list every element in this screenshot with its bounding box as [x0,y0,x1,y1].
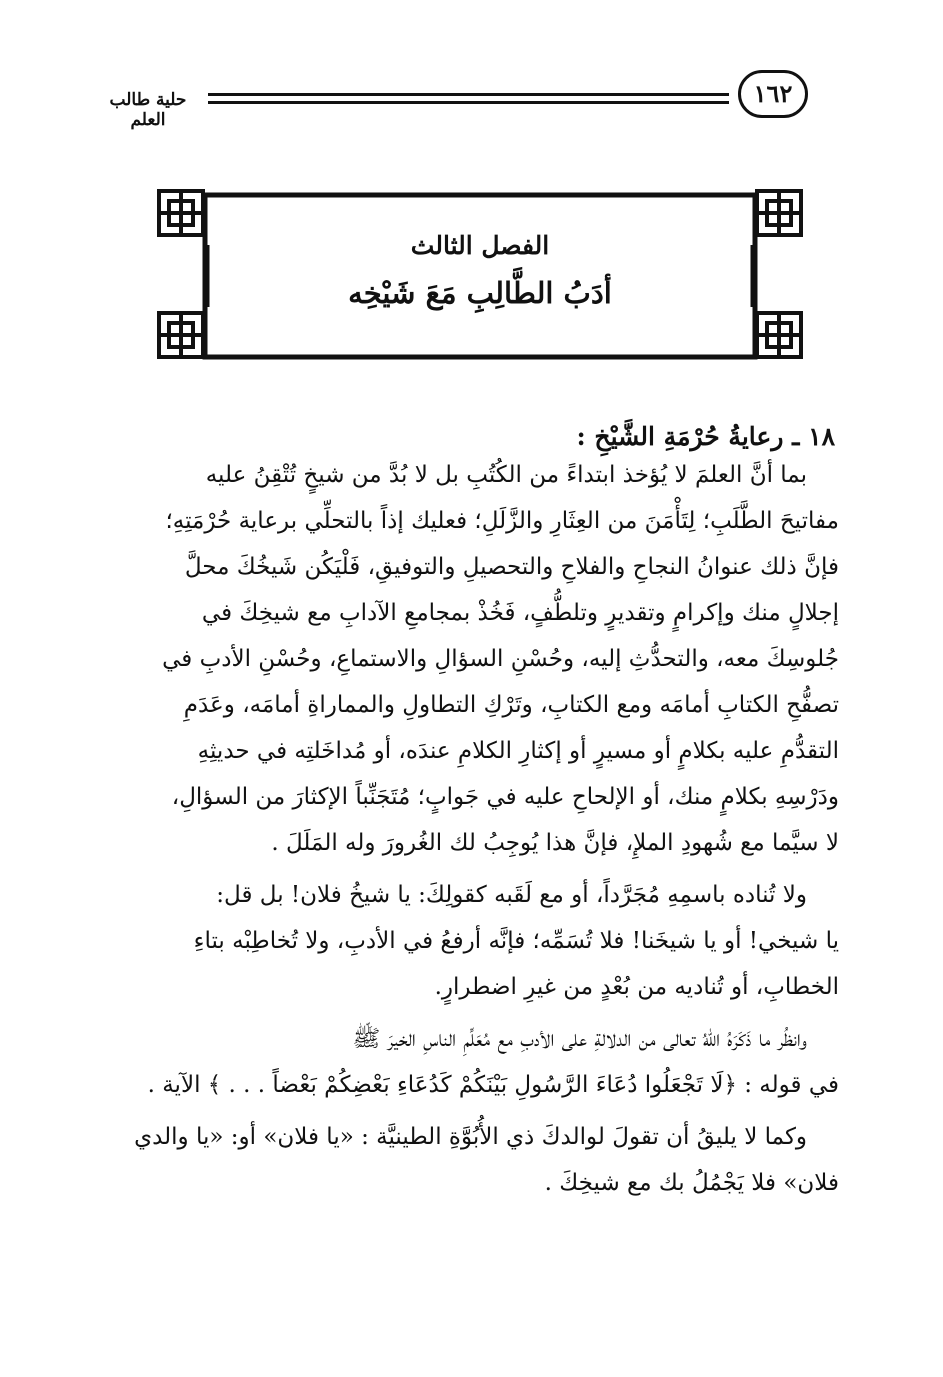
text-line: الخطابِ، أو تُناديه من بُعْدٍ من غيرِ اضطرارٍ. [434,974,839,1000]
text-line: التقدُّمِ عليه بكلامٍ أو مسيرٍ أو إكثارِ الكلامِ عندَه، أو مُداخَلتِه في حديثِهِ [197,738,839,764]
text-line: وانظُر ما ذَكَرَهُ اللهُ تعالى من الدلالةِ على الأدبِ مع مُعَلِّمِ الناسِ الخيرَ ﷺ [352,1026,807,1052]
text-line: وكما لا يليقُ أن تقولَ لوالدكَ ذي الأُبُوَّةِ الطينيَّة : «يا فلان» أو: «يا والدي [134,1124,807,1150]
section-heading: ١٨ ـ رعايةُ حُرْمَةِ الشَّيْخِ : [576,422,835,451]
text-line: ولا تُناده باسمِهِ مُجَرَّداً، أو مع لَقَبه كقولِكَ: يا شيخُ فلان! بل قل: [216,882,807,908]
text-line: إجلالٍ منك وإكرامٍ وتقديرٍ وتلطُّفٍ، فَخُذْ بمجامعِ الآدابِ مع شيخِكَ في [201,600,839,626]
quran-quote-line: في قوله : ﴿لَا تَجْعَلُوا دُعَاءَ الرَّسُولِ بَيْنَكُمْ كَدُعَاءِ بَعْضِكُمْ بَعْضاً . . . ﴾ الآية . [147,1072,839,1098]
running-header-title: حلية طالب العلم [109,90,187,130]
header-rule-bottom [208,101,729,104]
text-line: بما أنَّ العلمَ لا يُؤخذ ابتداءً من الكُتُبِ بل لا بُدَّ من شيخٍ تُتْقِنُ عليه [205,462,807,488]
text-line: تصفُّحِ الكتابِ أمامَه ومع الكتابِ، وتَرْكِ التطاولِ والمماراةِ أمامَه، وعَدَمِ [183,692,839,718]
chapter-heading [200,226,760,320]
text-line: لا سيَّما مع شُهودِ الملإِ، فإنَّ هذا يُوجِبُ لك الغُرورَ وله المَلَلَ . [271,830,839,856]
header-rule-top [208,93,729,96]
text-line: ودَرْسِهِ بكلامٍ منك، أو الإلحاحِ عليه في جَوابٍ؛ مُتَجَنِّباً الإكثارَ من السؤالِ، [171,784,839,810]
chapter-title: أدَبُ الطَّالِبِ مَعَ شَيْخِه [348,276,612,310]
text-line: فلان» فلا يَجْمُلُ بك مع شيخِكَ . [544,1170,839,1196]
text-line: يا شيخي! أو يا شيخَنا! فلا تُسَمِّه؛ فإنَّه أرفعُ في الأدبِ، ولا تُخاطِبْه بتاءِ [193,928,839,954]
text-line: جُلوسِكَ معه، والتحدُّثِ إليه، وحُسْنِ السؤالِ والاستماعِ، وحُسْنِ الأدبِ في [162,646,839,672]
text-line: فإنَّ ذلك عنوانُ النجاحِ والفلاحِ والتحصيلِ والتوفيقِ، فَلْيَكُن شَيخُكَ محلَّ [184,554,839,580]
text-line: مفاتيحَ الطَّلَبِ؛ لِتَأْمَنَ من العِثَارِ والزَّلَلِ؛ فعليك إذاً بالتحلِّي برعاية حُرْمَتِهِ؛ [165,508,839,534]
page-number: ١٦٢ [738,70,808,118]
chapter-label: الفصل الثالث [410,231,550,260]
